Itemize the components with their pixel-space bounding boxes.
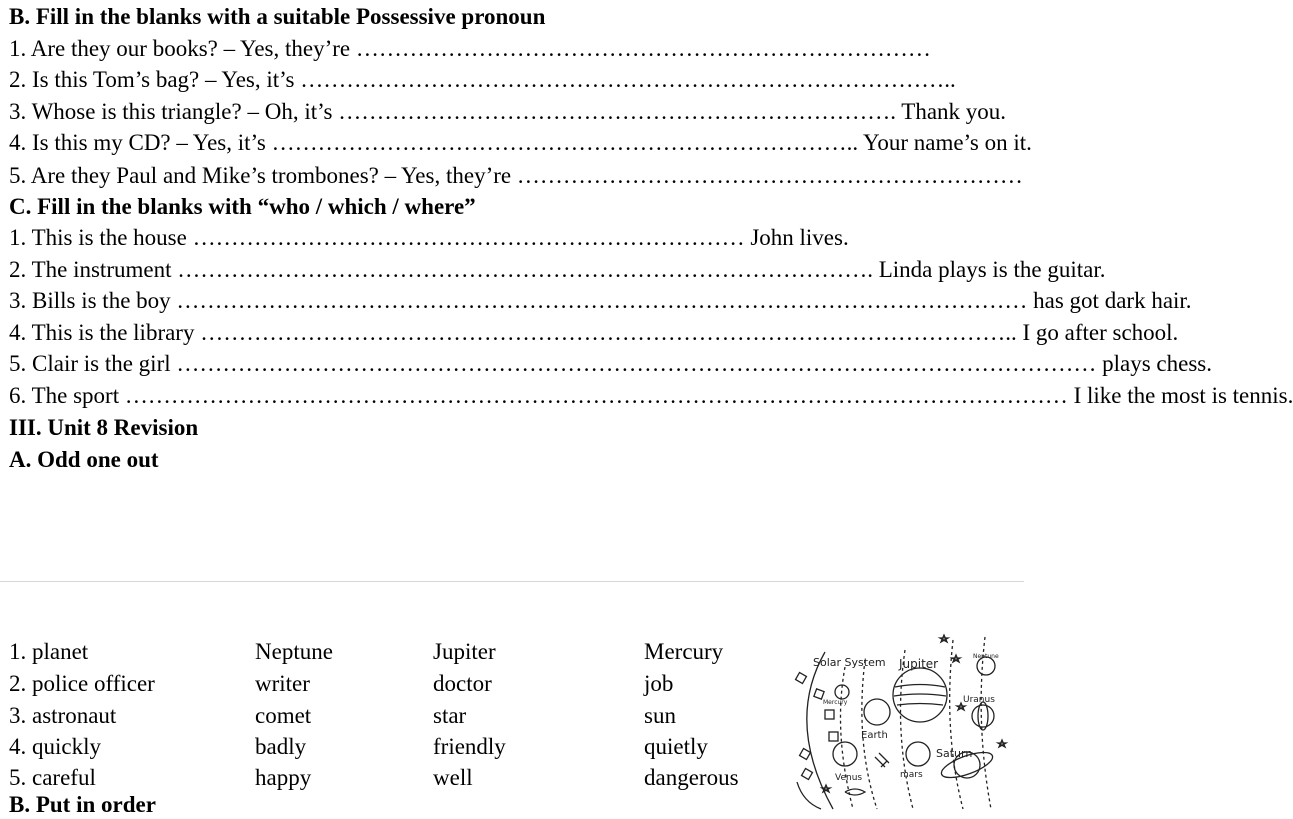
section-b-item: 4. Is this my CD? – Yes, it’s ………………………………………………………………….. Your name’s on it. xyxy=(9,130,1032,155)
solar-system-title: Solar System xyxy=(813,656,886,669)
section-iii-heading: III. Unit 8 Revision xyxy=(9,415,199,440)
odd-one-out-cell: Jupiter xyxy=(433,639,496,664)
odd-one-out-cell: Neptune xyxy=(255,639,333,664)
section-c-item: 2. The instrument ………………………………………………………………………………. Linda plays is the guitar. xyxy=(9,257,1106,282)
odd-one-out-cell: 2. police officer xyxy=(9,671,155,696)
odd-one-out-cell: badly xyxy=(255,734,307,759)
odd-one-out-cell: doctor xyxy=(433,671,492,696)
uranus-planet-icon xyxy=(972,705,994,727)
odd-one-out-cell: quietly xyxy=(644,734,708,759)
odd-one-out-cell: friendly xyxy=(433,734,506,759)
section-b-item: 3. Whose is this triangle? – Oh, it’s ………………………………………………………………. Thank you. xyxy=(9,99,1007,124)
odd-one-out-cell: sun xyxy=(644,703,676,728)
section-c-item: 1. This is the house ……………………………………………………………… John lives. xyxy=(9,225,849,250)
section-c-heading: C. Fill in the blanks with “who / which / where” xyxy=(9,194,476,219)
solar-system-drawing xyxy=(793,632,1015,809)
odd-one-out-cell: 5. careful xyxy=(9,765,96,790)
jupiter-label: Jupiter xyxy=(899,657,939,671)
odd-one-out-cell: 4. quickly xyxy=(9,734,101,759)
odd-one-out-cell: 1. planet xyxy=(9,639,89,664)
mars-label: mars xyxy=(900,770,923,780)
saturn-label: Saturn xyxy=(936,747,973,760)
venus-planet-icon xyxy=(833,742,857,766)
mercury-label: Mercury xyxy=(823,699,848,706)
odd-one-out-cell: writer xyxy=(255,671,310,696)
odd-one-out-cell: star xyxy=(433,703,467,728)
section-b-item: 5. Are they Paul and Mike’s trombones? – Yes, they’re ………………………………………………………… xyxy=(9,163,1023,188)
odd-one-out-cell: well xyxy=(433,765,473,790)
odd-one-out-cell: comet xyxy=(255,703,312,728)
uranus-label: Uranus xyxy=(963,695,995,705)
neptune-label: Neptune xyxy=(973,653,999,660)
venus-label: Venus xyxy=(835,773,863,783)
earth-planet-icon xyxy=(864,699,890,725)
section-c-item: 6. The sport …………………………………………………………………………………………………………… I like the most is tennis. xyxy=(9,383,1293,408)
earth-label: Earth xyxy=(861,730,888,741)
odd-one-out-cell: happy xyxy=(255,765,312,790)
odd-one-out-cell: dangerous xyxy=(644,765,739,790)
odd-one-out-heading: A. Odd one out xyxy=(9,447,159,472)
mars-planet-icon xyxy=(906,742,930,766)
odd-one-out-cell: job xyxy=(644,671,674,696)
section-c-item: 3. Bills is the boy ………………………………………………………………………………………………… has got dark hair. xyxy=(9,288,1192,313)
put-in-order-heading: B. Put in order xyxy=(9,792,156,817)
section-b-heading: B. Fill in the blanks with a suitable Possessive pronoun xyxy=(9,4,546,29)
odd-one-out-cell: 3. astronaut xyxy=(9,703,117,728)
section-c-item: 5. Clair is the girl ………………………………………………………………………………………………………… plays chess. xyxy=(9,351,1212,376)
solar-system-illustration xyxy=(793,632,1015,809)
section-b-item: 1. Are they our books? – Yes, they’re ………………………………………………………………… xyxy=(9,36,931,61)
section-c-item: 4. This is the library …………………………………………………………………………………………….. I go after school. xyxy=(9,320,1179,345)
section-b-item: 2. Is this Tom’s bag? – Yes, it’s ………………………………………………………………………….. xyxy=(9,67,956,92)
odd-one-out-cell: Mercury xyxy=(644,639,724,664)
